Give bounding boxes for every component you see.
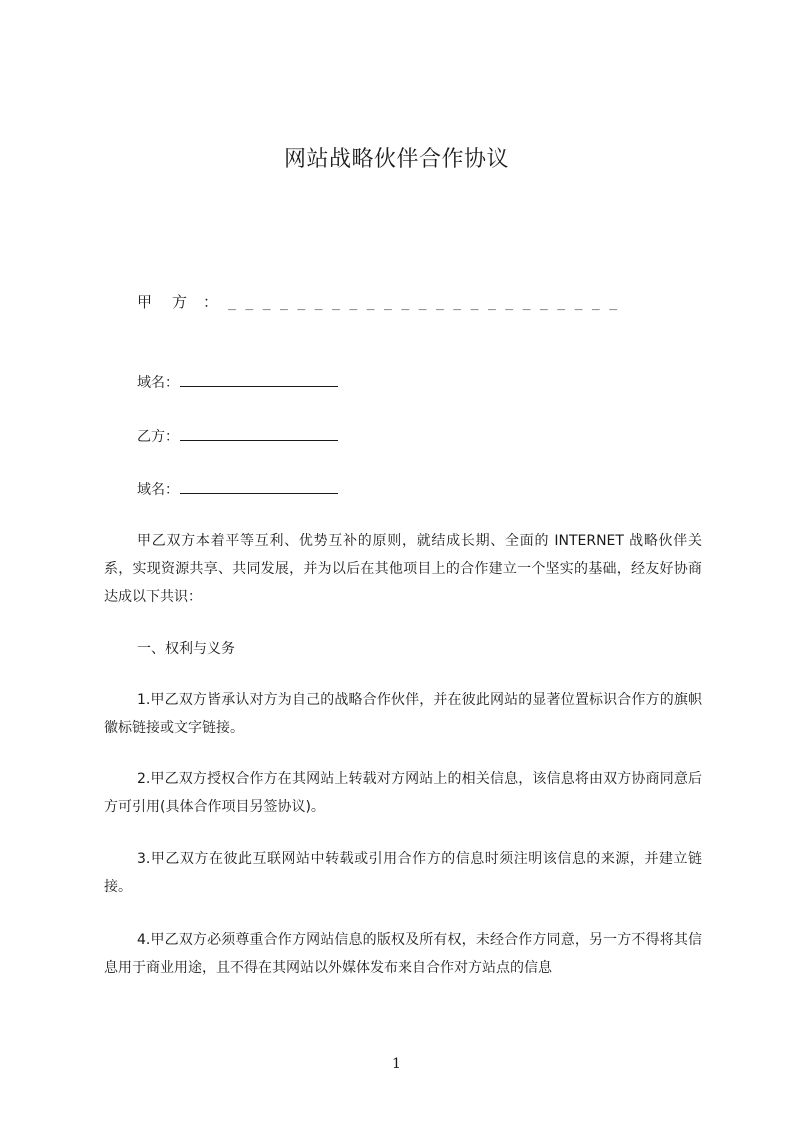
clause-3: 3.甲乙双方在彼此互联网站中转载或引用合作方的信息时须注明该信息的来源，并建立链接。 bbox=[104, 851, 702, 895]
domain-a-line bbox=[137, 372, 338, 392]
domain-a-label: 域名： bbox=[137, 375, 179, 391]
document-title: 网站战略伙伴合作协议 bbox=[283, 147, 509, 172]
section-heading-rights: 一、权利与义务 bbox=[137, 641, 235, 657]
party-a-blank[interactable]: _______________________ bbox=[228, 296, 627, 311]
clause-1: 1.甲乙双方皆承认对方为自己的战略合作伙伴，并在彼此网站的显著位置标识合作方的旗帜徽标链接或文字链接。 bbox=[104, 692, 702, 736]
party-a-label-char2: 方 bbox=[172, 293, 188, 311]
domain-a-blank[interactable] bbox=[180, 372, 338, 387]
domain-b-blank[interactable] bbox=[180, 479, 338, 494]
party-b-blank[interactable] bbox=[180, 426, 338, 441]
page-number: 1 bbox=[392, 1056, 401, 1072]
intro-paragraph: 甲乙双方本着平等互利、优势互补的原则，就结成长期、全面的 INTERNET 战略伙伴关系，实现资源共享、共同发展，并为以后在其他项目上的合作建立一个坚实的基础，经友好协商达成以下共识： bbox=[104, 533, 702, 605]
domain-b-line bbox=[137, 479, 338, 499]
party-b-line bbox=[137, 426, 338, 446]
party-a-label-char1: 甲 bbox=[137, 293, 153, 311]
clause-2: 2.甲乙双方授权合作方在其网站上转载对方网站上的相关信息，该信息将由双方协商同意后方可引用(具体合作项目另签协议)。 bbox=[104, 771, 702, 815]
domain-b-label: 域名： bbox=[137, 482, 179, 498]
party-b-label: 乙方： bbox=[137, 429, 179, 445]
clause-4: 4.甲乙双方必须尊重合作方网站信息的版权及所有权，未经合作方同意，另一方不得将其信息用于商业用途，且不得在其网站以外媒体发布来自合作对方站点的信息 bbox=[104, 932, 702, 976]
party-a-line bbox=[137, 291, 702, 312]
party-a-colon: ： bbox=[203, 293, 219, 311]
